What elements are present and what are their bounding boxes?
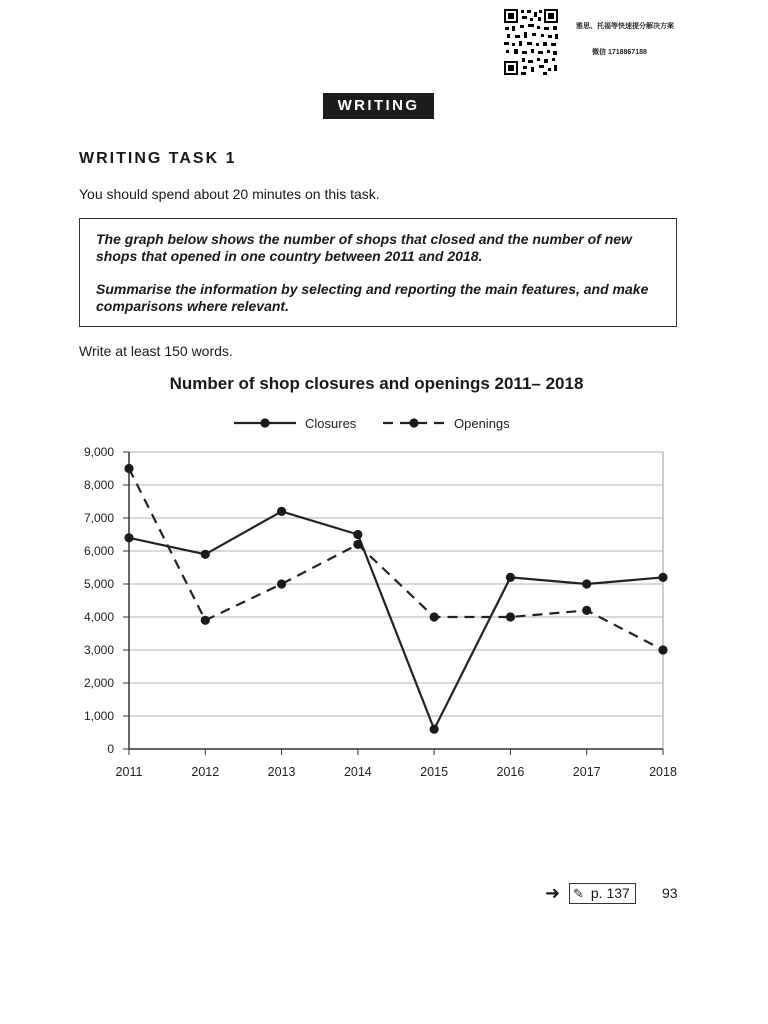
y-tick-label: 0 <box>107 742 114 756</box>
y-tick-label: 1,000 <box>83 709 114 723</box>
page-reference-link[interactable] <box>569 883 636 904</box>
legend-openings-label: Openings <box>454 416 510 431</box>
y-tick-label: 5,000 <box>83 577 114 591</box>
line-chart <box>0 400 768 790</box>
closures-data-point <box>124 533 133 542</box>
x-tick-label: 2015 <box>420 765 449 779</box>
x-tick-label: 2012 <box>191 765 220 779</box>
page-number: 93 <box>662 885 678 901</box>
y-tick-label: 4,000 <box>83 610 114 624</box>
y-tick-label: 7,000 <box>83 511 114 525</box>
openings-data-point <box>582 606 591 615</box>
task-prompt-paragraph-2: Summarise the information by selecting and reporting the main features, and make comparisons where relevant. <box>96 281 649 314</box>
closures-data-point <box>201 550 210 559</box>
qr-caption-line1: 雅思、托福等快速提分解决方案 <box>576 23 674 30</box>
right-arrow-icon: ➜ <box>545 883 561 903</box>
page-reference-text: p. 137 <box>590 885 630 901</box>
x-tick-label: 2016 <box>496 765 525 779</box>
x-tick-label: 2018 <box>649 765 677 779</box>
closures-data-point <box>277 507 286 516</box>
x-tick-label: 2013 <box>267 765 296 779</box>
qr-caption-line2: 微信 1718867188 <box>592 49 647 56</box>
openings-data-point <box>277 579 286 588</box>
task-prompt-box <box>79 218 677 327</box>
openings-data-point <box>124 464 133 473</box>
word-count-instruction: Write at least 150 words. <box>79 343 233 359</box>
closures-data-point <box>430 725 439 734</box>
x-tick-label: 2014 <box>343 765 372 779</box>
y-tick-label: 9,000 <box>83 445 114 459</box>
legend-closures-marker <box>260 418 269 427</box>
qr-code <box>503 8 559 76</box>
closures-data-point <box>506 573 515 582</box>
legend-openings-marker <box>409 418 418 427</box>
closures-data-point <box>353 530 362 539</box>
plot-frame <box>129 452 663 749</box>
y-tick-label: 6,000 <box>83 544 114 558</box>
openings-data-point <box>430 612 439 621</box>
openings-data-point <box>353 540 362 549</box>
x-tick-label: 2017 <box>572 765 601 779</box>
openings-data-point <box>658 645 667 654</box>
section-badge: WRITING <box>323 93 434 119</box>
task-heading: WRITING TASK 1 <box>79 150 237 167</box>
chart-title: Number of shop closures and openings 2011– 2018 <box>169 374 584 393</box>
time-instruction: You should spend about 20 minutes on this task. <box>79 186 380 202</box>
openings-data-point <box>201 616 210 625</box>
y-tick-label: 3,000 <box>83 643 114 657</box>
task-prompt-paragraph-1: The graph below shows the number of shops that closed and the number of new shops that opened in one country between 2011 and 2018. <box>96 231 632 264</box>
y-tick-label: 8,000 <box>83 478 114 492</box>
closures-data-point <box>582 579 591 588</box>
pencil-icon: ✎ <box>573 886 584 901</box>
y-tick-label: 2,000 <box>83 676 114 690</box>
x-tick-label: 2011 <box>115 765 143 779</box>
closures-data-point <box>658 573 667 582</box>
legend-closures-label: Closures <box>305 416 357 431</box>
openings-data-point <box>506 612 515 621</box>
